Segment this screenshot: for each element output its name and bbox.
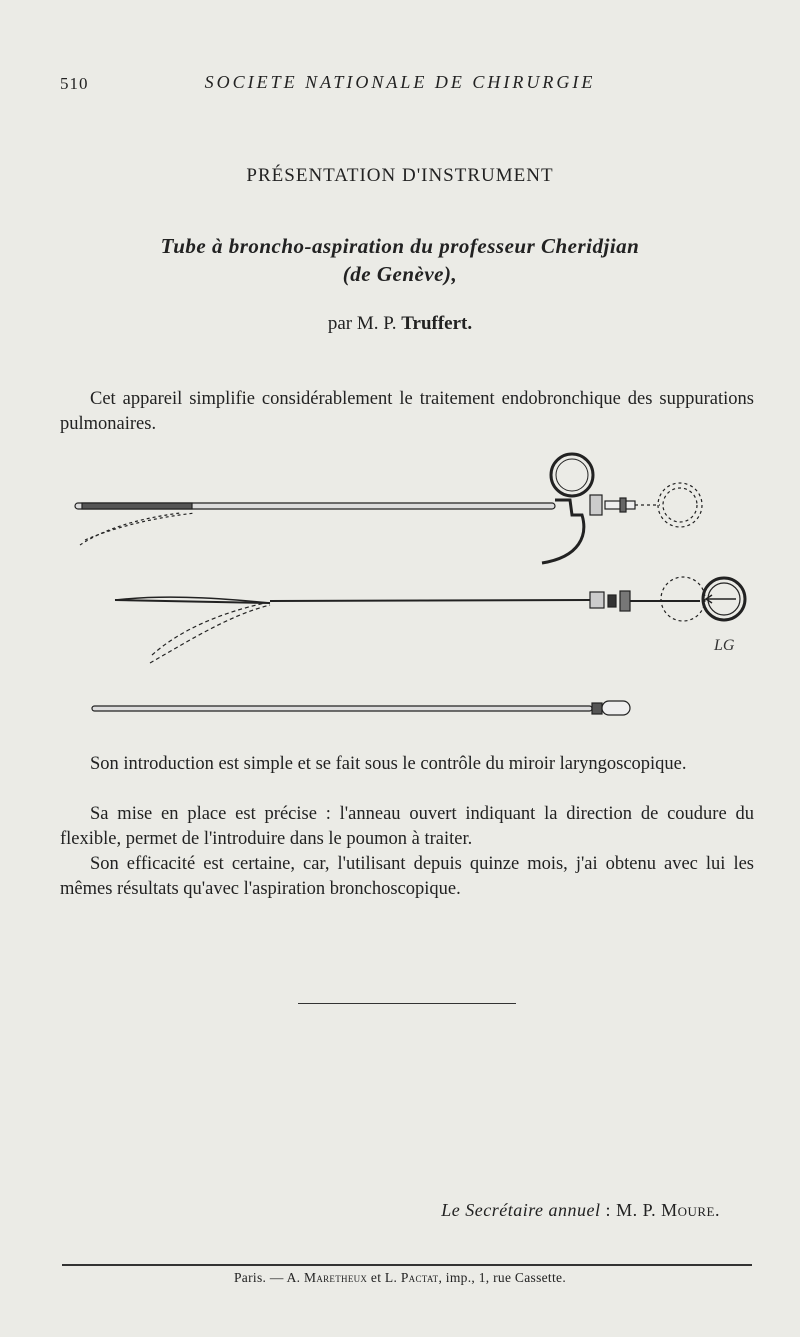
signature-name: Moure. (661, 1200, 720, 1220)
signature-role: Le Secrétaire annuel (441, 1200, 601, 1220)
footer-printer-1: Maretheux (304, 1270, 368, 1285)
byline (0, 313, 800, 335)
signature-name-prefix: M. P. (616, 1200, 657, 1220)
footer-rule (62, 1264, 752, 1266)
footer-city: Paris. — (234, 1270, 284, 1285)
article-title (0, 232, 800, 288)
paragraph-1 (60, 387, 754, 437)
signature (441, 1200, 720, 1221)
article-title-line1: Tube à broncho-aspiration du professeur Cheridjian (160, 234, 640, 258)
paragraph-2 (60, 752, 754, 777)
aspiration-tube-with-handle (75, 454, 702, 563)
article-title-line2: (de Genève), (342, 262, 458, 286)
signature-separator: : (600, 1200, 617, 1220)
paragraph-3-text: Sa mise en place est précise : l'anneau ouvert indiquant la direction de coudure du flexible, permet de l'introduire dans le poumon à traiter. (60, 804, 754, 849)
bronchoaspiration-tube-illustration (75, 454, 745, 715)
section-title: PRÉSENTATION D'INSTRUMENT (246, 165, 554, 186)
paragraph-2-text: Son introduction est simple et se fait sous le contrôle du miroir laryngoscopique. (90, 754, 687, 774)
paragraph-4 (60, 852, 754, 902)
section-divider (298, 1003, 516, 1004)
paragraph-1-text: Cet appareil simplifie considérablement le traitement endobronchique des suppurations pulmonaires. (60, 389, 754, 434)
byline-author: Truffert. (401, 313, 473, 334)
footer-and: et L. (370, 1270, 398, 1285)
page-number: 510 (60, 74, 89, 93)
footer-printer-2: Pactat (400, 1270, 439, 1285)
printer-footer (0, 1270, 800, 1286)
paragraph-4-text: Son efficacité est certaine, car, l'utilisant depuis quinze mois, j'ai obtenu avec lui les mêmes résultats qu'avec l'aspiration bronchoscopique. (60, 854, 754, 899)
flexible-stylet (115, 577, 745, 663)
byline-prefix: par M. P. (327, 313, 397, 334)
paragraph-3 (60, 802, 754, 852)
instrument-figure (60, 445, 760, 725)
running-head: SOCIETE NATIONALE DE CHIRURGIE (204, 72, 596, 92)
footer-rest: , imp., 1, rue Cassette. (438, 1270, 566, 1285)
footer-printer-prefix: A. (286, 1270, 301, 1285)
artist-mark: LG (714, 637, 735, 654)
guide-rod (92, 701, 630, 715)
